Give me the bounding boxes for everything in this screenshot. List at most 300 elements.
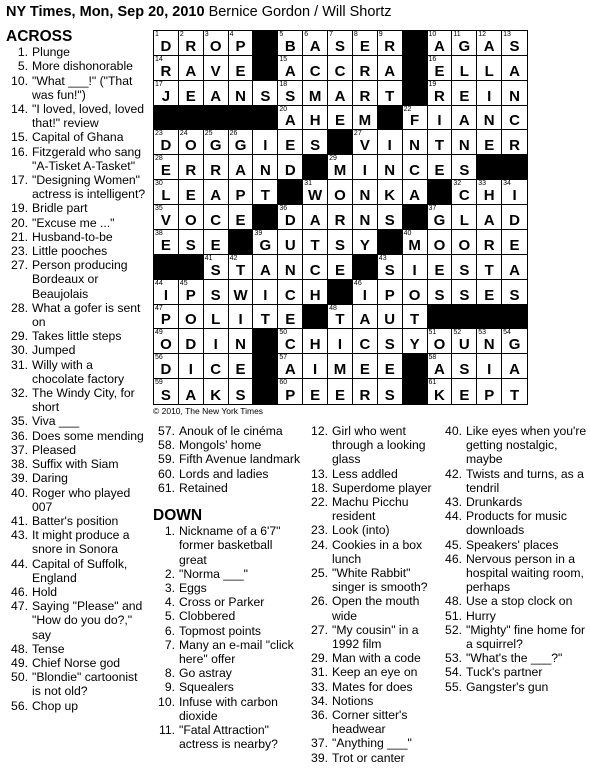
clue[interactable] (306, 467, 438, 481)
clue[interactable] (153, 524, 303, 567)
clue[interactable] (6, 486, 146, 514)
grid-cell[interactable] (179, 379, 204, 404)
cell-letter: S (285, 87, 296, 105)
clue[interactable] (6, 74, 146, 102)
clue[interactable] (6, 443, 146, 457)
grid-cell[interactable] (278, 230, 303, 255)
grid-cell[interactable] (278, 305, 303, 330)
grid-cell[interactable] (328, 255, 353, 280)
clue[interactable] (440, 538, 588, 552)
grid-cell[interactable] (378, 379, 403, 404)
clue[interactable] (306, 566, 438, 594)
clue[interactable] (153, 581, 303, 595)
grid-cell[interactable] (204, 280, 229, 305)
grid-cell[interactable] (303, 354, 328, 379)
grid-cell[interactable] (502, 354, 527, 379)
grid-cell[interactable] (452, 329, 477, 354)
clue[interactable] (306, 523, 438, 537)
grid-cell[interactable] (428, 205, 453, 230)
grid-cell[interactable] (303, 56, 328, 81)
clue[interactable] (6, 244, 146, 258)
grid-cell[interactable] (477, 379, 502, 404)
clue[interactable] (6, 386, 146, 414)
grid-cell[interactable] (378, 180, 403, 205)
grid-cell[interactable] (502, 205, 527, 230)
grid-cell[interactable] (179, 31, 204, 56)
grid-cell[interactable] (378, 56, 403, 81)
clue-text: Cross or Parker (179, 595, 265, 610)
grid-cell[interactable] (328, 56, 353, 81)
clue-number: 6. (164, 623, 175, 638)
puzzle-date-title: NY Times, Mon, Sep 20, 2010 (6, 4, 205, 20)
grid-cell[interactable] (477, 106, 502, 131)
clue[interactable] (153, 666, 303, 680)
grid-cell[interactable] (477, 81, 502, 106)
grid-cell[interactable] (403, 180, 428, 205)
grid-cell[interactable] (154, 56, 179, 81)
grid-cell[interactable] (428, 255, 453, 280)
cell-letter: I (437, 112, 442, 130)
grid-cell[interactable] (477, 255, 502, 280)
grid-cell[interactable] (403, 280, 428, 305)
clue-number: 57. (158, 424, 175, 438)
grid-cell[interactable] (229, 255, 254, 280)
grid-cell[interactable] (154, 379, 179, 404)
clue[interactable] (153, 595, 303, 609)
clue[interactable] (440, 651, 588, 665)
grid-cell[interactable] (353, 31, 378, 56)
grid-cell[interactable] (403, 230, 428, 255)
grid-cell[interactable] (477, 180, 502, 205)
grid-cell[interactable] (353, 106, 378, 131)
grid-cell[interactable] (403, 255, 428, 280)
grid-cell[interactable] (154, 280, 179, 305)
grid-cell[interactable] (328, 180, 353, 205)
grid-cell[interactable] (502, 379, 527, 404)
grid-cell[interactable] (452, 180, 477, 205)
grid-cell[interactable] (303, 130, 328, 155)
grid-cell[interactable] (278, 255, 303, 280)
cell-letter: P (384, 286, 395, 304)
clue[interactable] (6, 358, 146, 386)
grid-cell[interactable] (378, 329, 403, 354)
grid-cell[interactable] (353, 354, 378, 379)
clue[interactable] (440, 623, 588, 651)
grid-cell[interactable] (452, 354, 477, 379)
cell-number: 6 (304, 31, 309, 38)
clue[interactable] (306, 708, 438, 736)
grid-cell[interactable] (328, 205, 353, 230)
clue[interactable] (153, 438, 303, 452)
grid-cell[interactable] (403, 130, 428, 155)
grid-cell[interactable] (229, 379, 254, 404)
grid-cell[interactable] (204, 329, 229, 354)
grid-cell[interactable] (428, 155, 453, 180)
grid-cell[interactable] (502, 255, 527, 280)
clue[interactable] (306, 651, 438, 665)
grid-cell[interactable] (253, 130, 278, 155)
grid-cell[interactable] (278, 155, 303, 180)
clue[interactable] (153, 624, 303, 638)
grid-cell[interactable] (154, 81, 179, 106)
grid-cell[interactable] (403, 329, 428, 354)
grid-cell[interactable] (229, 280, 254, 305)
grid-cell[interactable] (502, 329, 527, 354)
clue[interactable] (153, 723, 303, 751)
grid-cell[interactable] (154, 31, 179, 56)
clue-number: 1. (17, 45, 28, 60)
grid-cell[interactable] (253, 155, 278, 180)
clue[interactable] (6, 585, 146, 599)
grid-cell[interactable] (452, 379, 477, 404)
grid-cell[interactable] (328, 354, 353, 379)
grid-cell[interactable] (204, 56, 229, 81)
cell-letter: K (384, 187, 396, 205)
clue[interactable] (6, 258, 146, 301)
grid-cell[interactable] (502, 280, 527, 305)
grid-cell[interactable] (154, 230, 179, 255)
clue[interactable] (6, 642, 146, 656)
grid-cell[interactable] (452, 230, 477, 255)
grid-cell[interactable] (278, 329, 303, 354)
grid-cell[interactable] (353, 180, 378, 205)
grid-cell[interactable] (328, 81, 353, 106)
grid-cell[interactable] (229, 130, 254, 155)
clue[interactable] (6, 201, 146, 215)
grid-cell[interactable] (179, 329, 204, 354)
grid-cell[interactable] (378, 81, 403, 106)
cell-letter: O (458, 236, 471, 254)
grid-cell[interactable] (403, 106, 428, 131)
cell-letter: I (487, 87, 492, 105)
grid-cell[interactable] (452, 205, 477, 230)
clue[interactable] (306, 736, 438, 750)
grid-cell[interactable] (179, 130, 204, 155)
grid-cell[interactable] (452, 255, 477, 280)
clue[interactable] (6, 471, 146, 485)
clue[interactable] (440, 467, 588, 495)
grid-cell[interactable] (253, 81, 278, 106)
grid-cell[interactable] (328, 379, 353, 404)
grid-cell[interactable] (328, 230, 353, 255)
grid-cell[interactable] (502, 130, 527, 155)
clue[interactable] (306, 481, 438, 495)
grid-cell[interactable] (452, 130, 477, 155)
clue[interactable] (153, 609, 303, 623)
clue[interactable] (153, 638, 303, 666)
grid-cell[interactable] (303, 81, 328, 106)
grid-cell[interactable] (179, 205, 204, 230)
grid-cell[interactable] (303, 280, 328, 305)
clue[interactable] (6, 59, 146, 73)
clue[interactable] (6, 656, 146, 670)
grid-cell[interactable] (502, 81, 527, 106)
grid-cell[interactable] (452, 106, 477, 131)
clue-text: Husband-to-be (32, 229, 113, 244)
grid-cell[interactable] (353, 81, 378, 106)
grid-cell[interactable] (303, 205, 328, 230)
grid-cell[interactable] (378, 354, 403, 379)
clue[interactable] (306, 694, 438, 708)
clue[interactable] (440, 594, 588, 608)
grid-cell[interactable] (204, 255, 229, 280)
grid-cell[interactable] (278, 106, 303, 131)
grid-cell[interactable] (229, 81, 254, 106)
grid-cell[interactable] (328, 155, 353, 180)
cell-letter: K (434, 387, 445, 404)
grid-cell[interactable] (502, 31, 527, 56)
clue[interactable] (440, 509, 588, 537)
cell-letter: A (210, 87, 222, 105)
grid-cell[interactable] (278, 379, 303, 404)
clue[interactable] (6, 230, 146, 244)
grid-cell[interactable] (477, 280, 502, 305)
clue[interactable] (440, 495, 588, 509)
grid-cell[interactable] (204, 205, 229, 230)
cell-letter: A (235, 162, 246, 180)
grid-cell[interactable] (229, 329, 254, 354)
grid-cell[interactable] (477, 31, 502, 56)
grid-cell[interactable] (428, 106, 453, 131)
clue[interactable] (153, 467, 303, 481)
grid-cell[interactable] (253, 280, 278, 305)
grid-cell[interactable] (179, 280, 204, 305)
clue[interactable] (6, 329, 146, 343)
grid-cell[interactable] (154, 180, 179, 205)
clue[interactable] (306, 680, 438, 694)
grid-cell[interactable] (154, 305, 179, 330)
grid-cell[interactable] (179, 56, 204, 81)
black-square (303, 155, 328, 180)
grid-cell[interactable] (154, 329, 179, 354)
clue[interactable] (6, 699, 146, 713)
grid-cell[interactable] (204, 180, 229, 205)
grid-cell[interactable] (452, 56, 477, 81)
grid-cell[interactable] (278, 205, 303, 230)
clue[interactable] (6, 216, 146, 230)
grid-cell[interactable] (428, 81, 453, 106)
grid-cell[interactable] (278, 280, 303, 305)
grid-cell[interactable] (278, 56, 303, 81)
clue[interactable] (306, 538, 438, 566)
clue[interactable] (440, 609, 588, 623)
clue[interactable] (6, 599, 146, 642)
cell-letter: F (410, 112, 420, 130)
clue[interactable] (6, 343, 146, 357)
grid-cell[interactable] (204, 230, 229, 255)
grid-cell[interactable] (477, 130, 502, 155)
clue[interactable] (6, 130, 146, 144)
grid-cell[interactable] (179, 230, 204, 255)
clue[interactable] (6, 670, 146, 698)
clue[interactable] (440, 665, 588, 679)
clue[interactable] (306, 751, 438, 765)
clue[interactable] (153, 695, 303, 723)
grid-cell[interactable] (378, 31, 403, 56)
clue[interactable] (6, 102, 146, 130)
clue[interactable] (440, 424, 588, 467)
grid-cell[interactable] (353, 130, 378, 155)
grid-cell[interactable] (278, 31, 303, 56)
clue[interactable] (440, 680, 588, 694)
grid-cell[interactable] (229, 155, 254, 180)
clue[interactable] (306, 495, 438, 523)
clue[interactable] (6, 557, 146, 585)
grid-cell[interactable] (502, 230, 527, 255)
grid-cell[interactable] (477, 56, 502, 81)
clue[interactable] (6, 173, 146, 201)
grid-cell[interactable] (452, 81, 477, 106)
clue[interactable] (440, 552, 588, 595)
grid-cell[interactable] (428, 31, 453, 56)
grid-cell[interactable] (229, 205, 254, 230)
grid-cell[interactable] (253, 255, 278, 280)
grid-cell[interactable] (303, 329, 328, 354)
grid-cell[interactable] (303, 106, 328, 131)
grid-cell[interactable] (179, 305, 204, 330)
grid-cell[interactable] (253, 305, 278, 330)
grid-cell[interactable] (403, 155, 428, 180)
grid-cell[interactable] (328, 106, 353, 131)
cell-number: 4 (229, 31, 234, 38)
grid-cell[interactable] (353, 205, 378, 230)
grid-cell[interactable] (452, 280, 477, 305)
grid-cell[interactable] (353, 155, 378, 180)
clue[interactable] (6, 301, 146, 329)
grid-cell[interactable] (278, 81, 303, 106)
clue[interactable] (306, 594, 438, 622)
clue[interactable] (306, 424, 438, 467)
cell-letter: R (210, 162, 222, 180)
clue-text: Nickname of a 6'7" former basketball great (179, 524, 281, 567)
grid-cell[interactable] (303, 255, 328, 280)
grid-cell[interactable] (378, 255, 403, 280)
cell-number: 52 (453, 329, 462, 337)
grid-cell[interactable] (353, 230, 378, 255)
grid-cell[interactable] (179, 81, 204, 106)
grid-cell[interactable] (502, 56, 527, 81)
grid-cell[interactable] (452, 31, 477, 56)
cell-letter: N (384, 162, 396, 180)
grid-cell[interactable] (303, 180, 328, 205)
grid-cell[interactable] (428, 354, 453, 379)
grid-cell[interactable] (154, 130, 179, 155)
grid-cell[interactable] (328, 31, 353, 56)
grid-cell[interactable] (229, 305, 254, 330)
grid-cell[interactable] (229, 180, 254, 205)
grid-cell[interactable] (428, 130, 453, 155)
grid-cell[interactable] (477, 329, 502, 354)
grid-cell[interactable] (229, 354, 254, 379)
grid-cell[interactable] (204, 379, 229, 404)
grid-cell[interactable] (328, 329, 353, 354)
clue[interactable] (153, 567, 303, 581)
clue[interactable] (6, 528, 146, 556)
grid-cell[interactable] (229, 56, 254, 81)
clue[interactable] (6, 514, 146, 528)
cell-letter: U (458, 336, 470, 354)
grid-cell[interactable] (179, 180, 204, 205)
clue-text: Little pooches (32, 244, 108, 259)
cell-letter: R (160, 62, 172, 80)
black-square (253, 354, 278, 379)
grid-cell[interactable] (303, 379, 328, 404)
cell-letter: S (185, 236, 196, 254)
grid-cell[interactable] (204, 354, 229, 379)
grid-cell[interactable] (378, 205, 403, 230)
grid-cell[interactable] (353, 305, 378, 330)
clue[interactable] (306, 623, 438, 651)
grid-cell[interactable] (452, 155, 477, 180)
clue[interactable] (6, 414, 146, 428)
grid-cell[interactable] (303, 31, 328, 56)
grid-cell[interactable] (353, 280, 378, 305)
grid-cell[interactable] (179, 354, 204, 379)
grid-cell[interactable] (154, 205, 179, 230)
grid-cell[interactable] (179, 155, 204, 180)
grid-cell[interactable] (204, 155, 229, 180)
grid-cell[interactable] (502, 180, 527, 205)
clue[interactable] (6, 429, 146, 443)
crossword-grid[interactable] (153, 30, 528, 405)
grid-cell[interactable] (477, 230, 502, 255)
grid-cell[interactable] (378, 155, 403, 180)
grid-cell[interactable] (303, 230, 328, 255)
clue[interactable] (153, 680, 303, 694)
clue[interactable] (306, 665, 438, 679)
clue[interactable] (6, 145, 146, 173)
grid-cell[interactable] (378, 130, 403, 155)
clue[interactable] (6, 457, 146, 471)
clue[interactable] (153, 481, 303, 495)
grid-cell[interactable] (403, 305, 428, 330)
grid-cell[interactable] (428, 56, 453, 81)
grid-cell[interactable] (477, 354, 502, 379)
grid-cell[interactable] (353, 379, 378, 404)
grid-cell[interactable] (204, 81, 229, 106)
clue[interactable] (6, 45, 146, 59)
grid-cell[interactable] (353, 329, 378, 354)
grid-cell[interactable] (154, 155, 179, 180)
grid-cell[interactable] (154, 354, 179, 379)
grid-cell[interactable] (278, 130, 303, 155)
grid-cell[interactable] (253, 230, 278, 255)
grid-cell[interactable] (204, 31, 229, 56)
clue[interactable] (153, 452, 303, 466)
cell-letter: R (359, 387, 371, 404)
grid-cell[interactable] (204, 130, 229, 155)
grid-cell[interactable] (502, 106, 527, 131)
grid-cell[interactable] (204, 305, 229, 330)
clue[interactable] (153, 424, 303, 438)
black-square (353, 255, 378, 280)
cell-letter: Y (409, 336, 420, 354)
grid-cell[interactable] (378, 280, 403, 305)
grid-cell[interactable] (229, 31, 254, 56)
cell-letter: D (160, 361, 172, 379)
cell-letter: E (359, 361, 370, 379)
grid-cell[interactable] (328, 305, 353, 330)
grid-cell[interactable] (428, 230, 453, 255)
grid-cell[interactable] (428, 379, 453, 404)
grid-cell[interactable] (353, 56, 378, 81)
grid-cell[interactable] (428, 329, 453, 354)
grid-cell[interactable] (428, 280, 453, 305)
grid-cell[interactable] (378, 305, 403, 330)
grid-cell[interactable] (278, 354, 303, 379)
grid-cell[interactable] (253, 180, 278, 205)
grid-cell[interactable] (477, 205, 502, 230)
